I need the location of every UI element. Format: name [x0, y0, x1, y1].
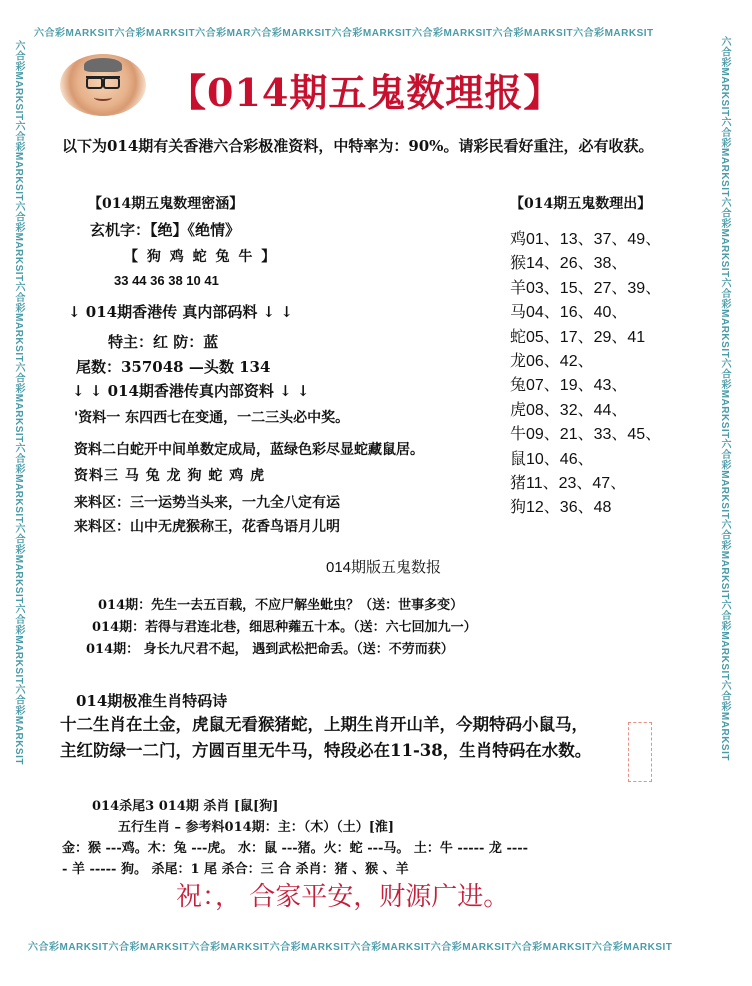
red-stamp	[628, 722, 652, 782]
hk-heading-2: ↓ ↓ 014期香港传真内部资料 ↓ ↓	[72, 382, 310, 400]
version-line-2: 014期：若得与君连北巷，细思种蕹五十本。（送：六七回加九一）	[92, 620, 477, 635]
border-left: 六合彩MARKSIT六合彩MARKSIT六合彩MARKSIT六合彩MARKSIT六合彩MARKSIT六合彩MARKSIT六合彩MARKSIT六合彩MARKSIT六合彩MARKSIT	[13, 40, 24, 765]
list-item: 龙06、42、	[510, 353, 594, 371]
source-1: 来料区：三一运势当头来，一九全八定有运	[74, 495, 340, 511]
animals-text: 【 狗 鸡 蛇 兔 牛 】	[124, 249, 278, 265]
list-item: 兔07、19、43、	[510, 377, 628, 395]
wuxing-text: 五行生肖 – 参考料014期：主：（木）（土）[淮]	[118, 820, 394, 835]
xuanji-text: 玄机字：【绝】《绝情》	[90, 221, 241, 239]
list-item: 羊03、15、27、39、	[510, 279, 662, 297]
right-heading: 【014期五鬼数理出】	[510, 196, 652, 212]
version-heading: 014期版五鬼数报	[326, 559, 442, 576]
tail-text: 尾数：357048 —头数 134	[76, 358, 271, 376]
special-text: 特主：红 防：蓝	[108, 333, 219, 351]
elements-line-1: 金：猴 ---鸡。木：兔 ---虎。 水：鼠 ---猪。火：蛇 ---马。 土：牛 ----- 龙 ----	[62, 841, 529, 856]
intro-text: 以下为014期有关香港六合彩极准资料，中特率为：90%。请彩民看好重注，必有收获。	[62, 137, 654, 155]
list-item: 鼠10、46、	[510, 450, 594, 468]
list-item: 蛇05、17、29、41	[510, 328, 646, 346]
list-item: 猴14、26、38、	[510, 255, 628, 273]
border-top: 六合彩MARKSIT六合彩MARKSIT六合彩MAR六合彩MARKSIT六合彩MARKSIT六合彩MARKSIT六合彩MARKSIT六合彩MARKSIT	[34, 28, 654, 38]
source-2: 来料区：山中无虎猴称王，花香鸟语月儿明	[74, 519, 340, 535]
secret-heading: 【014期五鬼数理密涵】	[88, 196, 244, 212]
poem-body	[60, 712, 591, 764]
poem-line-2: 主红防绿一二门，方圆百里无牛马，特段必在11-38，生肖特码在水数。	[60, 741, 592, 760]
border-bottom: 六合彩MARKSIT六合彩MARKSIT六合彩MARKSIT六合彩MARKSIT六合彩MARKSIT六合彩MARKSIT六合彩MARKSIT六合彩MARKSIT	[28, 942, 673, 952]
list-item: 鸡01、13、37、49、	[510, 231, 662, 248]
version-line-1: 014期：先生一去五百载，不应尸解坐蚍虫？（送：世事多变）	[98, 598, 464, 613]
info-1: '资料一 东四西七在变通，一二三头必中奖。	[74, 410, 350, 426]
blessing-text: 祝：， 合家平安，财源广进。	[176, 882, 510, 912]
info-2: 资料二白蛇开中间单数定成局，蓝绿色彩尽显蛇藏鼠居。	[74, 442, 424, 458]
numbers-text: 33 44 36 38 10 41	[114, 273, 219, 288]
zodiac-number-list	[510, 228, 661, 521]
avatar	[60, 54, 146, 116]
poem-line-1: 十二生肖在土金，虎鼠无看猴猪蛇，上期生肖开山羊，今期特码小鼠马，	[60, 715, 588, 734]
version-line-3: 014期： 身长九尺君不起， 遇到武松把命丢。（送：不劳而获）	[86, 642, 454, 657]
page-title: 【014期五鬼数理报】	[168, 70, 563, 115]
list-item: 狗12、36、48	[510, 499, 612, 517]
kill-tail-text: 014杀尾3 014期 杀肖 [鼠[狗]	[92, 799, 279, 814]
list-item: 猪11、23、47、	[510, 475, 627, 493]
hk-heading: ↓ 014期香港传 真内部码料 ↓ ↓	[68, 303, 293, 321]
border-right: 六合彩MARKSIT六合彩MARKSIT六合彩MARKSIT六合彩MARKSIT六合彩MARKSIT六合彩MARKSIT六合彩MARKSIT六合彩MARKSIT六合彩MARKSIT	[719, 36, 730, 761]
elements-line-2: - 羊 ----- 狗。 杀尾：1 尾 杀合：三 合 杀肖：猪 、猴 、羊	[62, 862, 409, 877]
list-item: 牛09、21、33、45、	[510, 426, 662, 444]
info-3: 资料三 马 兔 龙 狗 蛇 鸡 虎	[74, 468, 266, 484]
list-item: 虎08、32、44、	[510, 401, 628, 419]
poem-heading: 014期极准生肖特码诗	[76, 692, 228, 710]
list-item: 马04、16、40、	[510, 304, 628, 322]
